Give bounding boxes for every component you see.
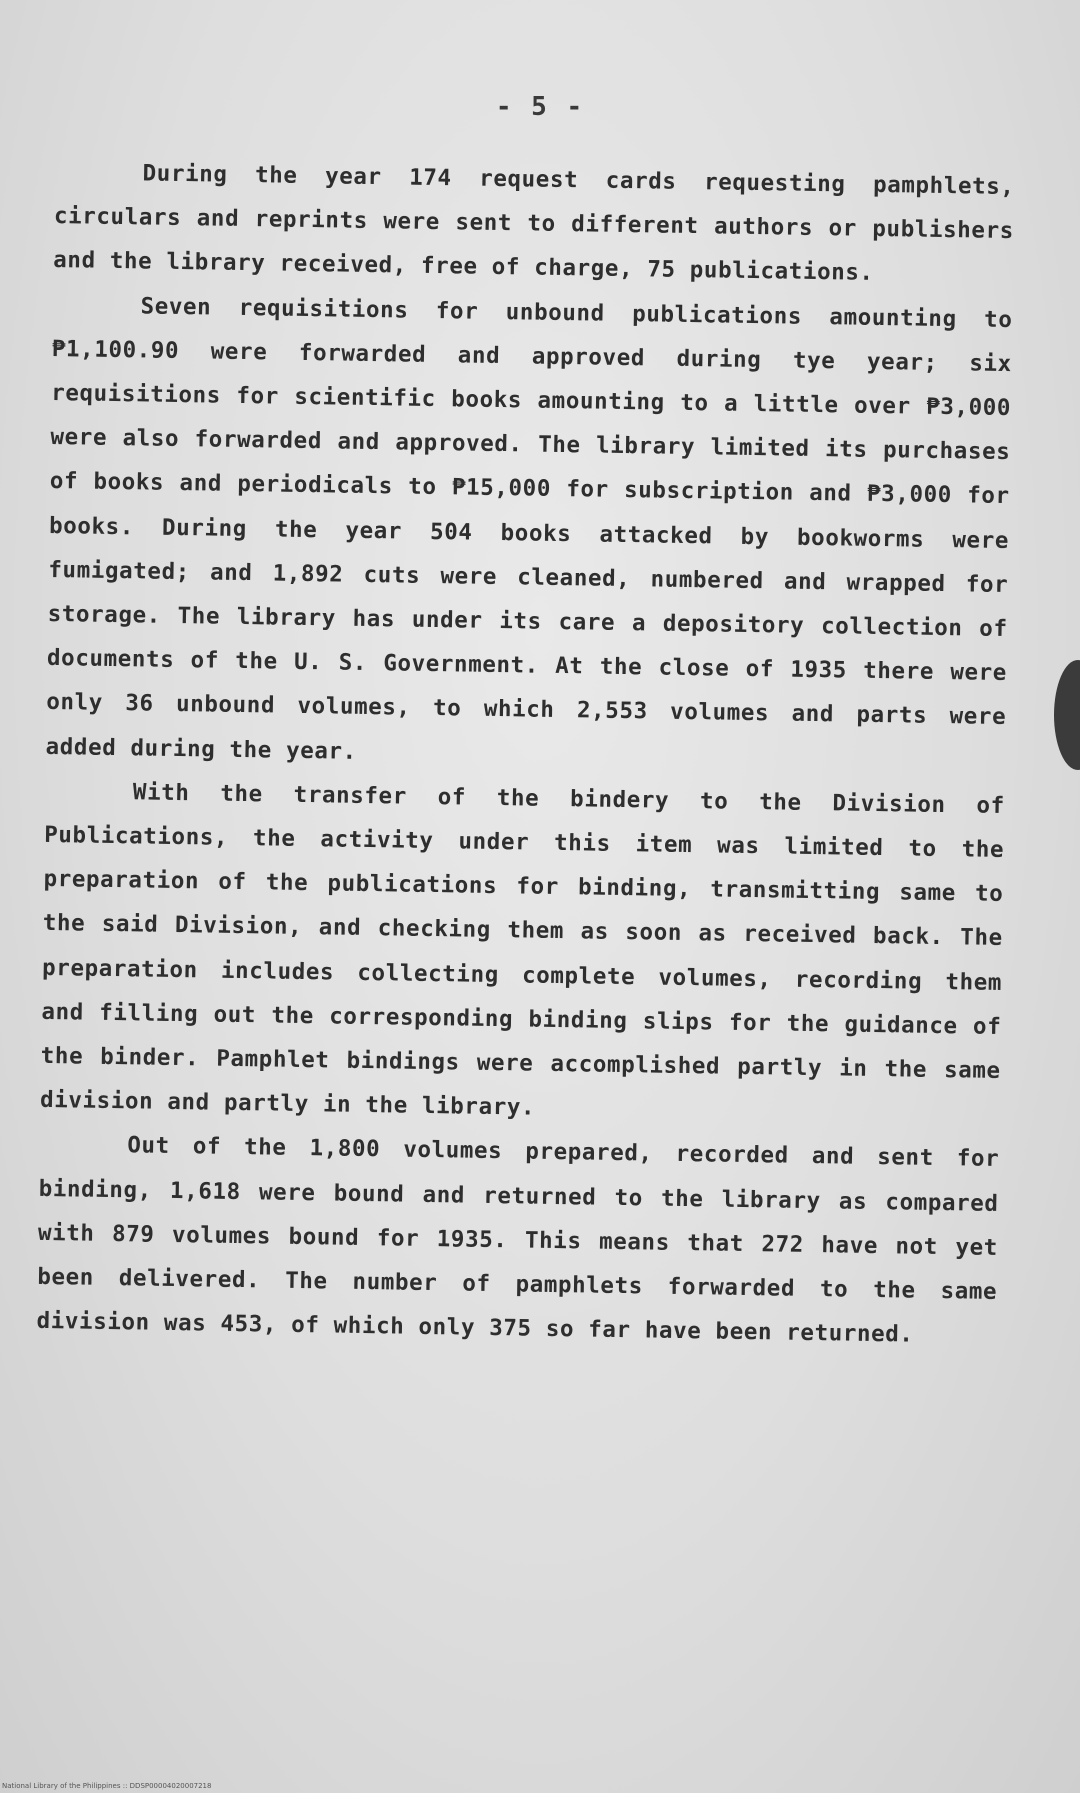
- paragraph-bindery-transfer: With the transfer of the bindery to the Division of Publications, the activity under this item was limited to the preparation of the publications for binding, transmitting same to the said Division, and checking them as soon as received back. The preparation includes collecting complete volumes, recording them and filling out the corresponding binding slips for the guidance of the binder. Pamphlet bindings were accomplished partly in the same division and partly in the library.: [39, 779, 1006, 1121]
- body-text: [36, 150, 1015, 1358]
- paragraph-binding-volumes: Out of the 1,800 volumes prepared, recorded and sent for binding, 1,618 were bound and returned to the library as compared with 879 volumes bound for 1935. This means that 272 have not yet been delivered. The number of pamphlets forwarded to the same division was 453, of which only 375 so far have been returned.: [36, 1132, 1000, 1348]
- scan-footer-note: National Library of the Philippines :: DDSP00004020007218: [2, 1782, 212, 1790]
- paragraph-request-cards: During the year 174 request cards requesting pamphlets, circulars and reprints were sent to different authors or publishers and the library received, free of charge, 75 publications.: [53, 160, 1015, 287]
- scan-edge-mark: [1054, 660, 1080, 770]
- paragraph-requisitions: Seven requisitions for unbound publications amounting to ₱1,100.90 were forwarded and approved during tye year; six requisitions for scientific books amounting to a little over ₱3,000 were also forwarded and approved. The library limited its purchases of books and periodicals to ₱15,000 for subscription and ₱3,000 for books. During the year 504 books attacked by bookworms were fumigated; and 1,892 cuts were cleaned, numbered and wrapped for storage. The library has under its care a depository collection of documents of the U. S. Government. At the close of 1935 there were only 36 unbound volumes, to which 2,553 volumes and parts were added during the year.: [45, 292, 1013, 765]
- page-number: - 5 -: [495, 92, 585, 122]
